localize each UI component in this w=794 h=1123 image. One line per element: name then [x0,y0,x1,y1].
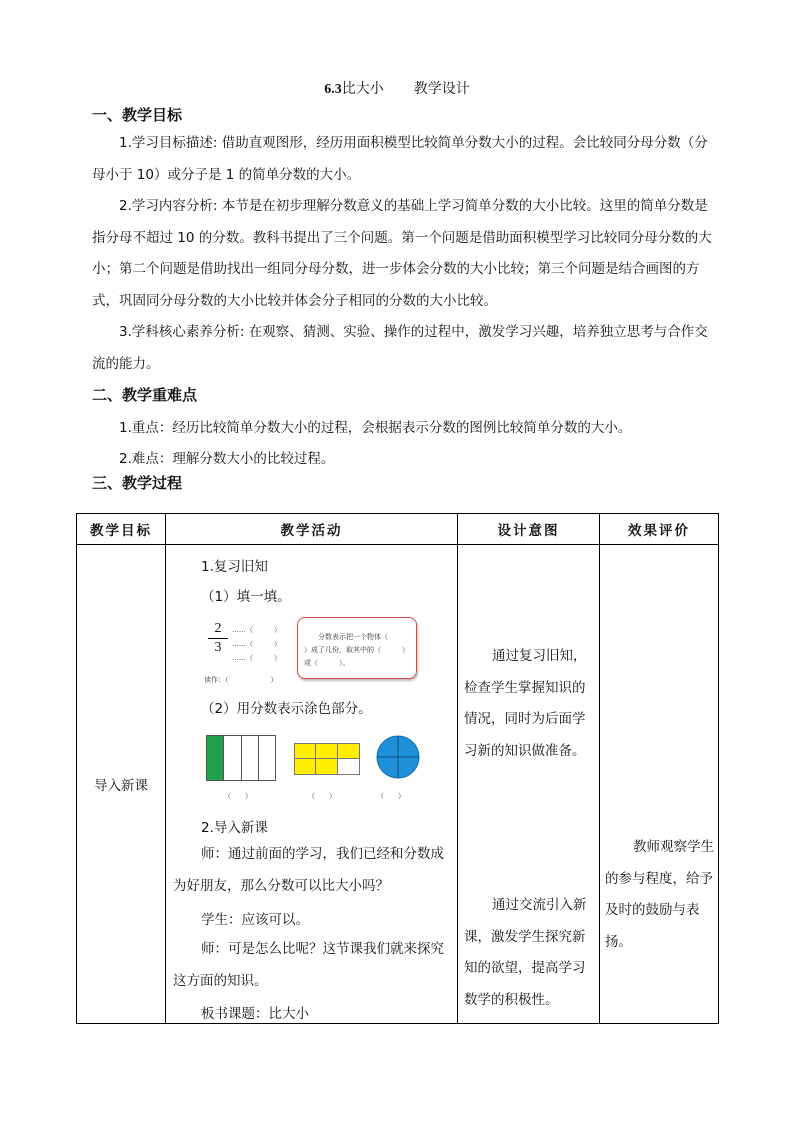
key-point-2: 2.难点：理解分数大小的比较过程。 [119,451,335,467]
answer-blank-3: （ ） [377,792,405,800]
objective-2: 2.学习内容分析: 本节是在初步理解分数意义的基础上学习简单分数的大小比较。这里的简单分数是指分母不超过 10 的分数。教科书提出了三个问题。第一个问题是借助面积模型学习比较同分母分数的大小；第二个问题是借助找出一组同分母分数，进一步体会分数的大小比较；第三个问题是结合画图的方式，巩固同分母分数的大小比较并体会分子相同的分数的大小比较。 [92,198,712,309]
header-evaluation: 效果评价 [600,514,719,545]
page-title: 6.3比大小 教学设计 [324,81,470,97]
question-shaded: （2）用分数表示涂色部分。 [201,701,372,717]
box-line-3: 或（ ）。 [304,659,350,667]
dialogue-line-1: 师：通过前面的学习，我们已经和分数成为好朋友，那么分数可以比大小吗？ [173,846,444,894]
goal-cell: 导入新课 [77,545,166,1024]
evaluation-note: 教师观察学生的参与程度，给予及时的鼓励与表扬。 [605,839,714,950]
header-goal: 教学目标 [77,514,166,545]
table-row [77,545,719,1024]
bar-figure [206,735,276,781]
lesson-table [76,513,719,1024]
question-fill: （1）填一填。 [201,589,291,605]
read-as-line: 读作：（ ） [204,676,278,684]
answer-blank-1: （ ） [224,792,252,800]
section-heading-process: 三、教学过程 [92,474,183,492]
blank-line-1: ……（ ） [232,626,281,634]
objective-1: 1.学习目标描述: 借助直观图形，经历用面积模型比较简单分数大小的过程。会比较同分母分数（分母小于 10）或分子是 1 的简单分数的大小。 [92,135,708,183]
design-note-1: 通过复习旧知，检查学生掌握知识的情况，同时为后面学习新的知识做准备。 [464,648,587,759]
dialogue-line-2: 学生：应该可以。 [201,912,309,928]
key-point-1: 1.重点：经历比较简单分数大小的过程，会根据表示分数的图例比较简单分数的大小。 [119,420,632,436]
box-line-1: 分数表示把一个物体（ [318,633,388,641]
blank-line-3: ……（ ） [232,654,281,662]
dialogue-line-4: 板书课题：比大小 [201,1006,309,1022]
grid-figure [294,743,360,775]
header-design: 设计意图 [458,514,600,545]
header-activity: 教学活动 [166,514,458,545]
fraction-figure: 2 3 [208,621,228,656]
section-heading-key-points: 二、教学重难点 [92,386,198,404]
activity-cell [166,545,458,1024]
box-line-2: ）成了几份，取其中的（ ） [304,646,409,654]
objective-3: 3.学科核心素养分析: 在观察、猜测、实验、操作的过程中，激发学习兴趣，培养独立思考与合作交流的能力。 [92,324,708,372]
section-heading-objectives: 一、教学目标 [92,106,183,124]
evaluation-cell [600,545,719,1024]
table-header-row [77,514,719,545]
circle-figure [376,735,420,779]
definition-box [297,617,417,679]
design-cell [458,545,600,1024]
blank-line-2: ……（ ） [232,640,281,648]
design-note-2: 通过交流引入新课，激发学生探究新知的欲望，提高学习数学的积极性。 [464,897,587,1008]
step-introduce: 2.导入新课 [201,820,268,836]
step-review: 1.复习旧知 [201,559,268,575]
dialogue-line-3: 师：可是怎么比呢？这节课我们就来探究这方面的知识。 [173,941,444,989]
answer-blank-2: （ ） [308,792,336,800]
